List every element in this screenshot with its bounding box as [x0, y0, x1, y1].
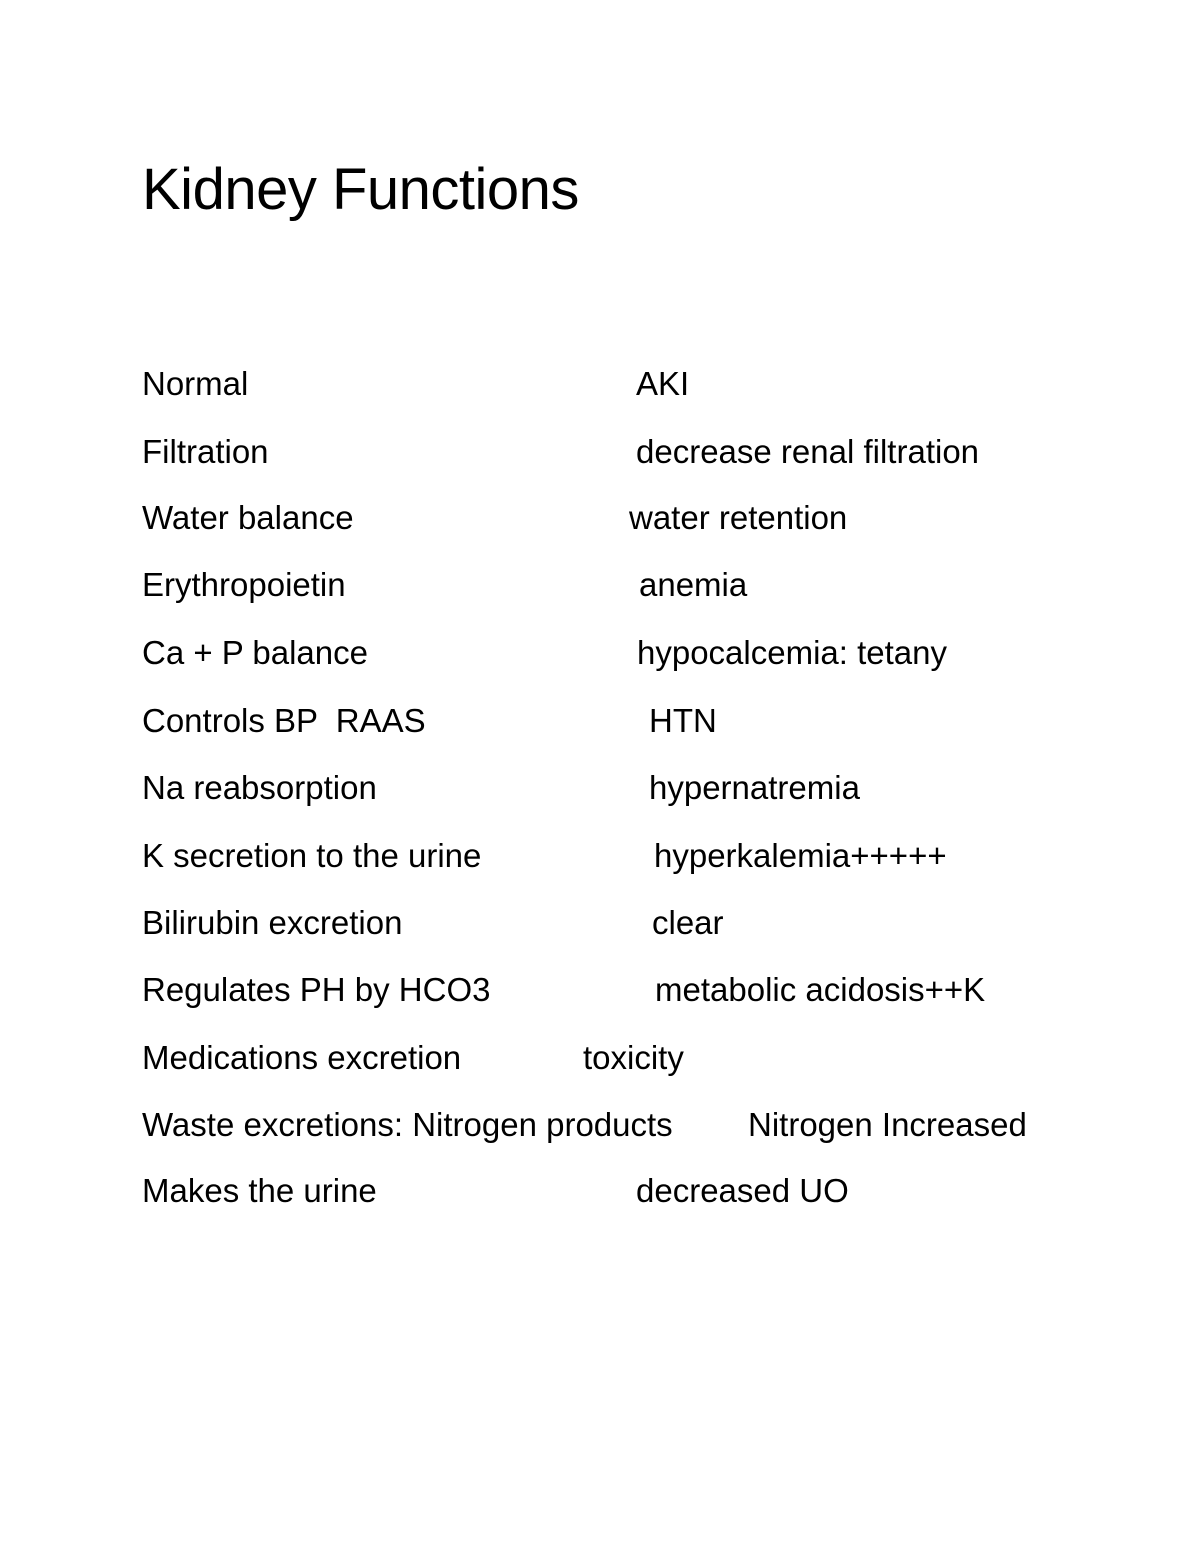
aki-effect: anemia	[639, 566, 748, 603]
aki-effect: water retention	[629, 499, 848, 536]
aki-effect: hypocalcemia: tetany	[637, 634, 948, 671]
table-row	[0, 968, 1200, 1012]
aki-effect: toxicity	[583, 1039, 684, 1076]
table-row	[0, 834, 1200, 878]
aki-effect: Nitrogen Increased	[748, 1106, 1027, 1143]
normal-function: Waste excretions: Nitrogen products	[142, 1106, 673, 1143]
aki-column-header: AKI	[636, 365, 690, 402]
table-row	[0, 563, 1200, 607]
table-row	[0, 1103, 1200, 1147]
column-header-row	[0, 362, 1200, 406]
normal-function: Ca + P balance	[142, 634, 368, 671]
table-row	[0, 1036, 1200, 1080]
aki-effect: hyperkalemia+++++	[654, 837, 947, 874]
table-row	[0, 766, 1200, 810]
normal-function: Makes the urine	[142, 1172, 377, 1209]
aki-effect: decrease renal filtration	[636, 433, 980, 470]
table-row	[0, 699, 1200, 743]
table-row	[0, 496, 1200, 540]
normal-function: Medications excretion	[142, 1039, 462, 1076]
normal-function: Water balance	[142, 499, 354, 536]
aki-effect: metabolic acidosis++K	[655, 971, 986, 1008]
table-row	[0, 901, 1200, 945]
normal-column-header: Normal	[142, 365, 249, 402]
normal-function: Na reabsorption	[142, 769, 377, 806]
aki-effect: clear	[652, 904, 724, 941]
table-row	[0, 631, 1200, 675]
normal-function: Filtration	[142, 433, 269, 470]
aki-effect: HTN	[649, 702, 717, 739]
normal-function: Controls BP RAAS	[142, 702, 426, 739]
normal-function: Erythropoietin	[142, 566, 346, 603]
normal-function: Regulates PH by HCO3	[142, 971, 491, 1008]
table-row	[0, 430, 1200, 474]
normal-function: Bilirubin excretion	[142, 904, 403, 941]
page-title: Kidney Functions	[142, 157, 579, 222]
table-row	[0, 1169, 1200, 1213]
aki-effect: hypernatremia	[649, 769, 860, 806]
normal-function: K secretion to the urine	[142, 837, 482, 874]
aki-effect: decreased UO	[636, 1172, 849, 1209]
